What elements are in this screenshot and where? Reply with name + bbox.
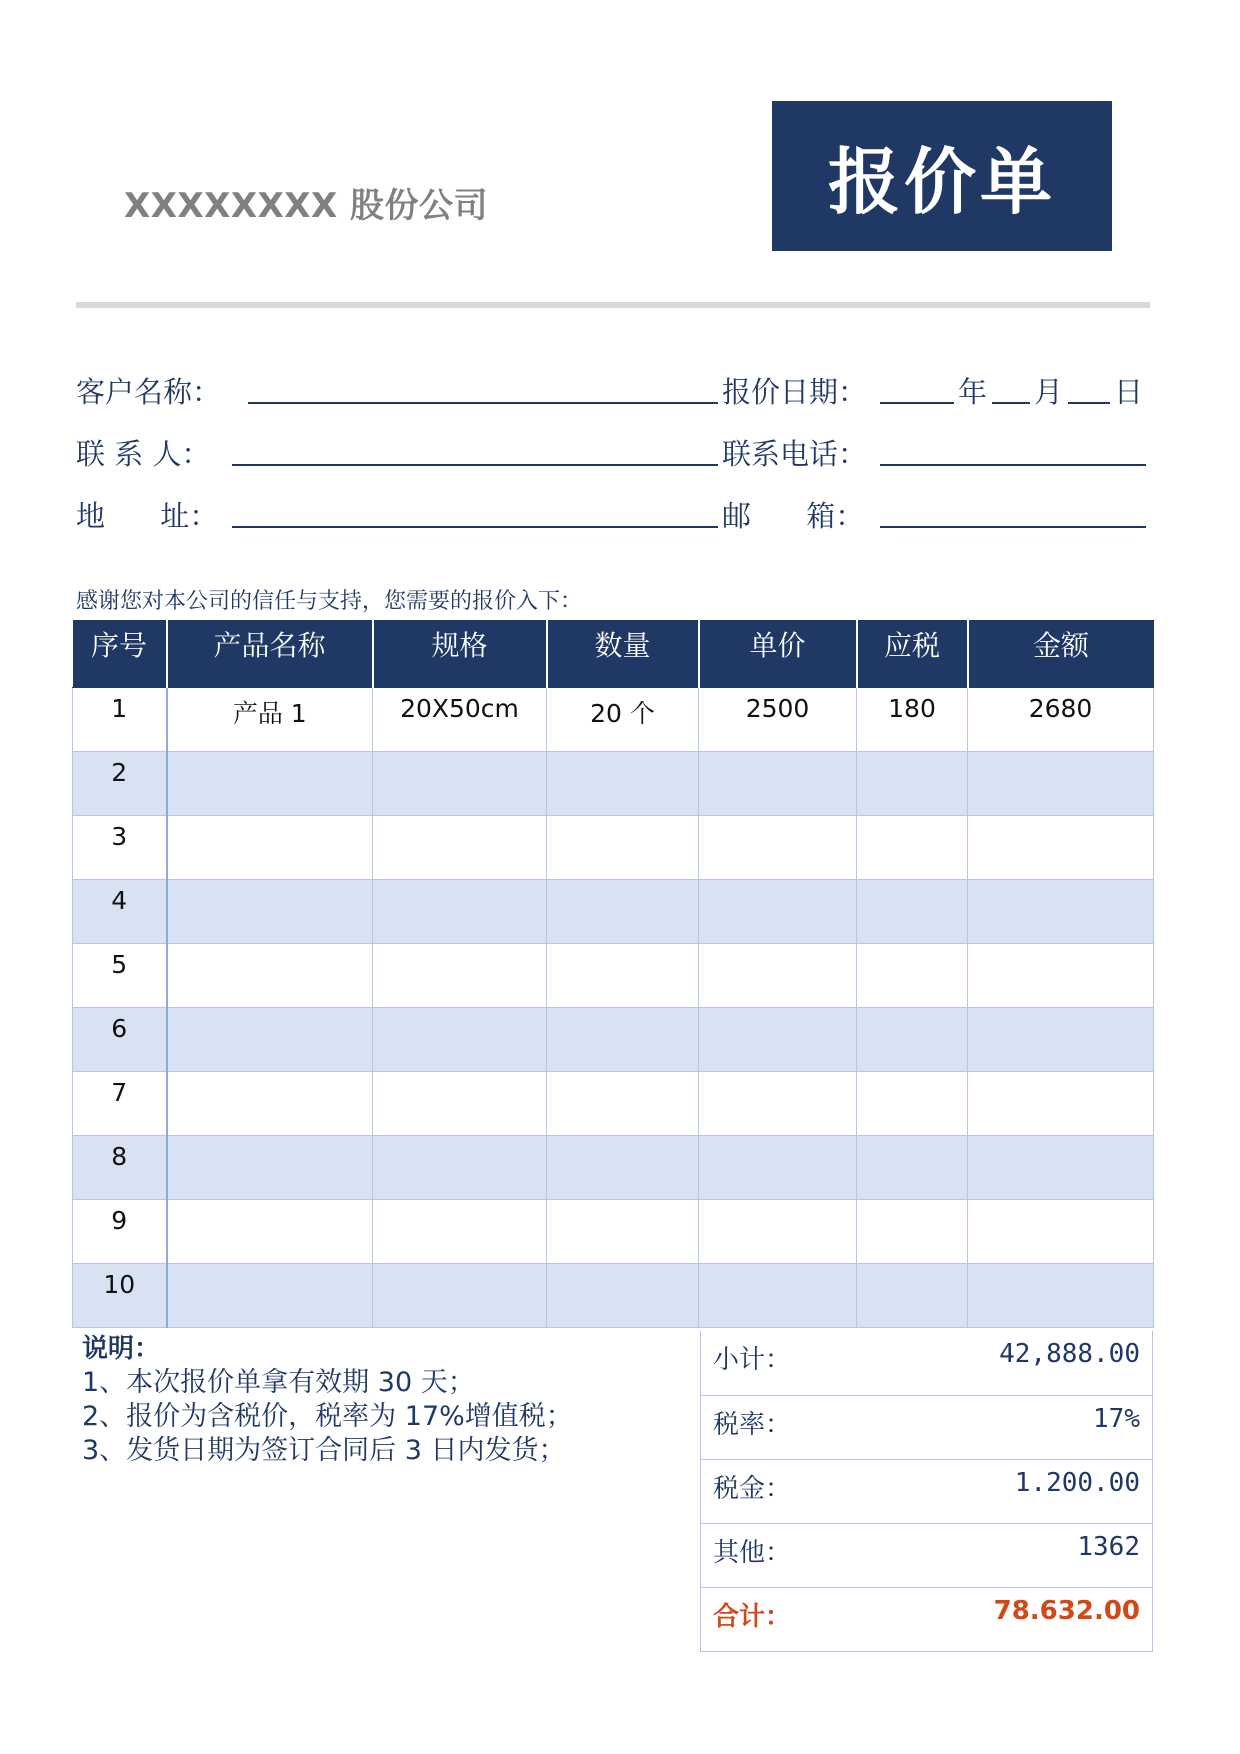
table-row: [73, 752, 1154, 816]
header-amount: 金额: [968, 620, 1154, 688]
cell-product[interactable]: [167, 816, 373, 880]
cell-spec[interactable]: 20X50cm: [373, 688, 547, 752]
year-field[interactable]: [880, 402, 954, 404]
contact-label: 联 系 人：: [76, 437, 211, 471]
header-unit-price: 单价: [699, 620, 857, 688]
other-label: 其他：: [701, 1523, 927, 1587]
cell-tax[interactable]: [857, 1072, 968, 1136]
cell-quantity[interactable]: [547, 880, 699, 944]
phone-label: 联系电话：: [722, 437, 868, 471]
subtotal-value[interactable]: 42,888.00: [927, 1331, 1153, 1395]
cell-amount[interactable]: 2680: [968, 688, 1154, 752]
cell-tax[interactable]: [857, 816, 968, 880]
header-spec: 规格: [373, 620, 547, 688]
cell-product[interactable]: [167, 1072, 373, 1136]
cell-product[interactable]: [167, 1008, 373, 1072]
cell-product[interactable]: [167, 1200, 373, 1264]
address-field[interactable]: [232, 526, 718, 528]
cell-amount[interactable]: [968, 1008, 1154, 1072]
cell-index: 1: [73, 688, 167, 752]
subtotal-label: 小计：: [701, 1331, 927, 1395]
cell-product[interactable]: [167, 1264, 373, 1328]
cell-quantity[interactable]: [547, 752, 699, 816]
cell-product[interactable]: [167, 1136, 373, 1200]
cell-unit-price[interactable]: [699, 944, 857, 1008]
total-row: [701, 1587, 1153, 1651]
cell-amount[interactable]: [968, 816, 1154, 880]
cell-unit-price[interactable]: [699, 752, 857, 816]
phone-field[interactable]: [880, 464, 1146, 466]
month-field[interactable]: [992, 402, 1030, 404]
notes-title: 说明：: [82, 1334, 161, 1364]
cell-amount[interactable]: [968, 944, 1154, 1008]
cell-tax[interactable]: 180: [857, 688, 968, 752]
cell-index: 6: [73, 1008, 167, 1072]
summary-table: [700, 1331, 1153, 1652]
cell-spec[interactable]: [373, 1200, 547, 1264]
customer-label: 客户名称：: [76, 375, 222, 409]
cell-tax[interactable]: [857, 1008, 968, 1072]
company-name: XXXXXXXX 股份公司: [124, 186, 489, 226]
cell-spec[interactable]: [373, 1072, 547, 1136]
cell-amount[interactable]: [968, 1072, 1154, 1136]
thanks-text: 感谢您对本公司的信任与支持，您需要的报价入下：: [76, 589, 583, 614]
header-divider: [76, 302, 1150, 308]
total-label: 合计：: [701, 1587, 927, 1651]
header-product: 产品名称: [167, 620, 373, 688]
cell-quantity[interactable]: [547, 1200, 699, 1264]
day-label: 日: [1114, 375, 1144, 409]
table-row: [73, 816, 1154, 880]
cell-unit-price[interactable]: [699, 880, 857, 944]
table-row: [73, 880, 1154, 944]
other-value[interactable]: 1362: [927, 1523, 1153, 1587]
cell-quantity[interactable]: [547, 816, 699, 880]
cell-quantity[interactable]: [547, 1072, 699, 1136]
cell-unit-price[interactable]: [699, 1008, 857, 1072]
cell-tax[interactable]: [857, 752, 968, 816]
day-field[interactable]: [1068, 402, 1110, 404]
cell-unit-price[interactable]: [699, 1200, 857, 1264]
quote-table: [72, 620, 1154, 1328]
cell-index: 8: [73, 1136, 167, 1200]
header-tax: 应税: [857, 620, 968, 688]
cell-unit-price[interactable]: [699, 1264, 857, 1328]
header-quantity: 数量: [547, 620, 699, 688]
tax-amount-row: [701, 1459, 1153, 1523]
cell-unit-price[interactable]: [699, 1072, 857, 1136]
table-header-row: [73, 620, 1154, 688]
cell-quantity[interactable]: [547, 1008, 699, 1072]
note-item: 3、发货日期为签订合同后 3 日内发货；: [82, 1435, 566, 1466]
cell-amount[interactable]: [968, 1264, 1154, 1328]
cell-product[interactable]: [167, 944, 373, 1008]
other-row: [701, 1523, 1153, 1587]
cell-spec[interactable]: [373, 1008, 547, 1072]
cell-index: 4: [73, 880, 167, 944]
subtotal-row: [701, 1331, 1153, 1395]
cell-tax[interactable]: [857, 1264, 968, 1328]
cell-spec[interactable]: [373, 880, 547, 944]
cell-unit-price[interactable]: [699, 816, 857, 880]
cell-index: 2: [73, 752, 167, 816]
contact-field[interactable]: [232, 464, 718, 466]
cell-tax[interactable]: [857, 1136, 968, 1200]
table-row: [73, 688, 1154, 752]
tax-amount-value[interactable]: 1.200.00: [927, 1459, 1153, 1523]
table-row: [73, 944, 1154, 1008]
cell-amount[interactable]: [968, 880, 1154, 944]
cell-quantity[interactable]: [547, 1136, 699, 1200]
month-label: 月: [1034, 375, 1064, 409]
cell-product[interactable]: 产品 1: [167, 688, 373, 752]
cell-index: 3: [73, 816, 167, 880]
cell-amount[interactable]: [968, 752, 1154, 816]
table-row: [73, 1264, 1154, 1328]
cell-index: 9: [73, 1200, 167, 1264]
email-field[interactable]: [880, 526, 1146, 528]
cell-product[interactable]: [167, 752, 373, 816]
notes-section: [82, 1332, 573, 1468]
table-row: [73, 1008, 1154, 1072]
cell-amount[interactable]: [968, 1200, 1154, 1264]
cell-quantity[interactable]: [547, 944, 699, 1008]
cell-spec[interactable]: [373, 752, 547, 816]
cell-index: 7: [73, 1072, 167, 1136]
cell-amount[interactable]: [968, 1136, 1154, 1200]
date-label: 报价日期：: [722, 375, 868, 409]
table-row: [73, 1072, 1154, 1136]
cell-index: 5: [73, 944, 167, 1008]
cell-tax[interactable]: [857, 880, 968, 944]
table-row: [73, 1136, 1154, 1200]
tax-amount-label: 税金：: [701, 1459, 927, 1523]
email-label: 邮 箱：: [722, 499, 865, 533]
note-item: 1、本次报价单拿有效期 30 天；: [82, 1367, 475, 1398]
tax-rate-value[interactable]: 17%: [927, 1395, 1153, 1459]
cell-product[interactable]: [167, 880, 373, 944]
cell-tax[interactable]: [857, 944, 968, 1008]
cell-spec[interactable]: [373, 1264, 547, 1328]
total-value[interactable]: 78.632.00: [927, 1587, 1153, 1651]
customer-field[interactable]: [248, 402, 718, 404]
cell-unit-price[interactable]: 2500: [699, 688, 857, 752]
cell-spec[interactable]: [373, 816, 547, 880]
tax-rate-label: 税率：: [701, 1395, 927, 1459]
table-row: [73, 1200, 1154, 1264]
note-item: 2、报价为含税价，税率为 17%增值税；: [82, 1401, 573, 1432]
cell-spec[interactable]: [373, 1136, 547, 1200]
cell-unit-price[interactable]: [699, 1136, 857, 1200]
address-label: 地 址：: [76, 499, 219, 533]
cell-index: 10: [73, 1264, 167, 1328]
cell-tax[interactable]: [857, 1200, 968, 1264]
year-label: 年: [958, 375, 988, 409]
cell-quantity[interactable]: 20 个: [547, 688, 699, 752]
tax-rate-row: [701, 1395, 1153, 1459]
header-index: 序号: [73, 620, 167, 688]
document-title: 报价单: [772, 101, 1112, 251]
cell-spec[interactable]: [373, 944, 547, 1008]
cell-quantity[interactable]: [547, 1264, 699, 1328]
